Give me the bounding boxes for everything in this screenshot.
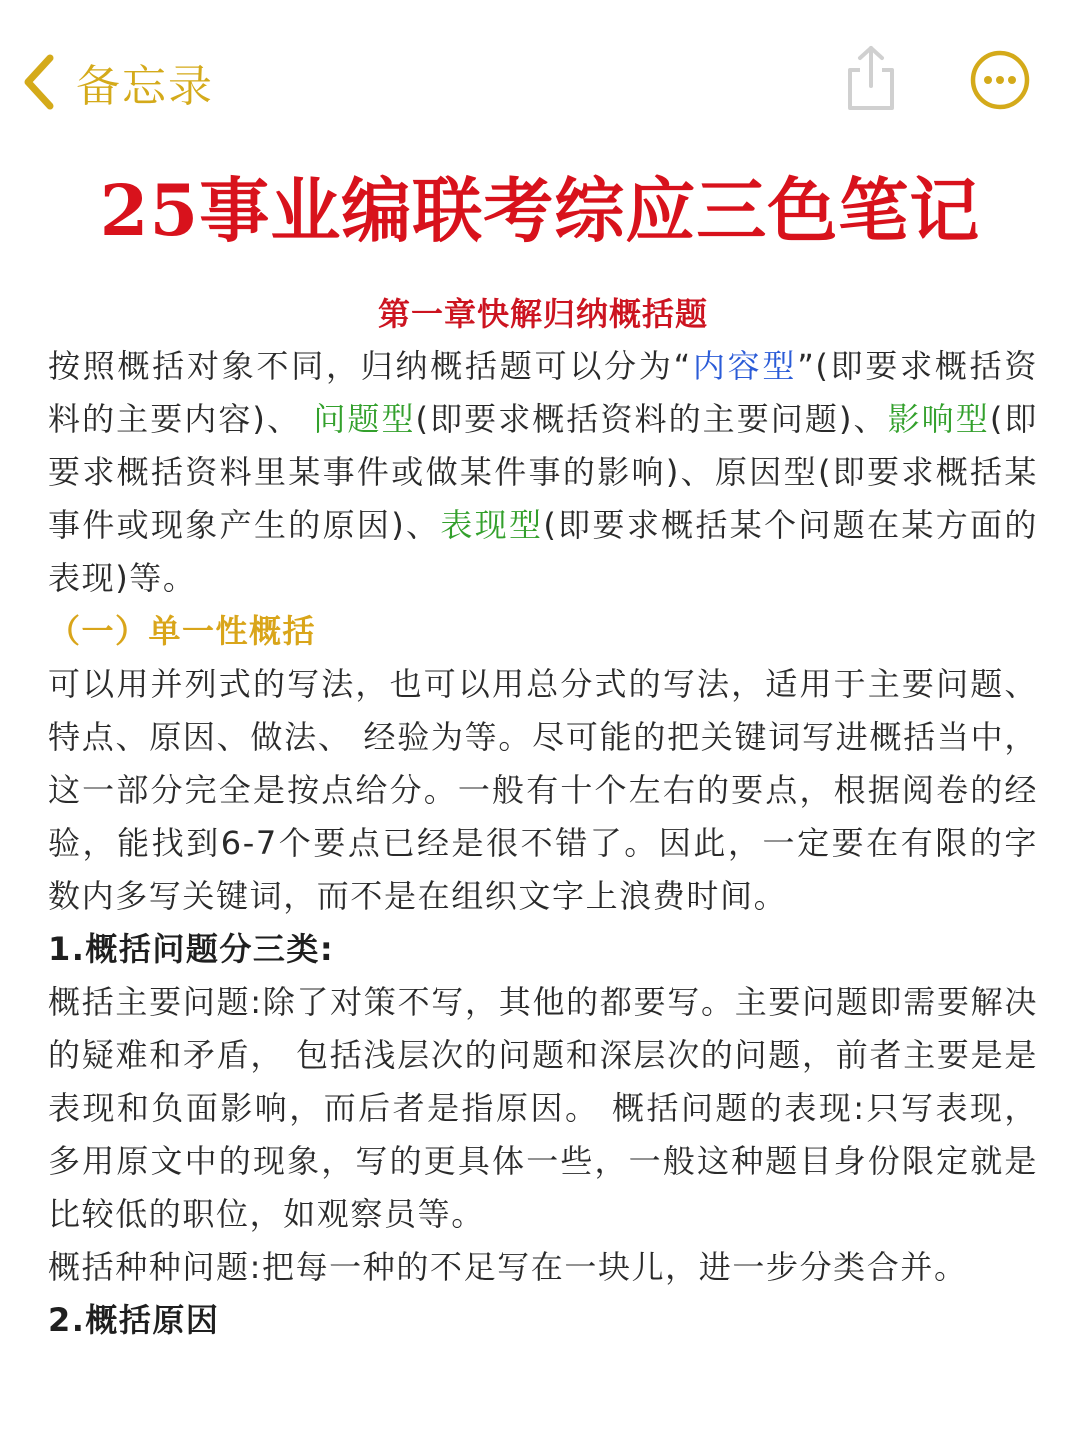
content-type-highlight: 内容型: [691, 347, 798, 385]
intro-text-5: (即要求概括某个问题在某方面的表现)等。: [48, 506, 1038, 597]
heading-problem-types: 1.概括问题分三类:: [48, 930, 335, 968]
back-label: 备忘录: [76, 61, 214, 112]
back-button[interactable]: [22, 52, 214, 112]
intro-text-1: 按照概括对象不同，归纳概括题可以分为“: [48, 347, 692, 385]
intro-text-4: (即要求概括资料里某事件或做某件事的影响)、原因型(即要求概括某事件或现象产生的原因)、: [48, 400, 1038, 544]
note-body[interactable]: [48, 288, 1038, 1347]
share-button[interactable]: [842, 44, 900, 112]
intro-text-3: (即要求概括资料的主要问题)、: [415, 400, 888, 438]
section-title-single-summary: （一）单一性概括: [48, 612, 317, 650]
chevron-left-icon: [22, 54, 56, 110]
intro-text-2: ”(即要求概括资料的主要内容)、: [48, 347, 1038, 438]
chapter-title: 第一章快解归纳概括题: [377, 295, 708, 333]
paragraph-main-problems: 概括主要问题:除了对策不写，其他的都要写。主要问题即需要解决的疑难和矛盾， 包括浅层次的问题和深层次的问题，前者主要是是表现和负面影响，而后者是指原因。 概括问题的表现:只写表现，多用原文中的现象，写的更具体一些，一般这种题目身份限定就是比较低的职位，如观察员等。: [48, 983, 1038, 1233]
more-icon: [970, 50, 1030, 110]
performance-type-highlight: 表现型: [440, 506, 544, 544]
note-title: 25事业编联考综应三色笔记: [99, 169, 981, 252]
influence-type-highlight: 影响型: [887, 400, 990, 438]
paragraph-various-problems: 概括种种问题:把每一种的不足写在一块儿，进一步分类合并。: [48, 1248, 968, 1286]
problem-type-highlight: 问题型: [313, 400, 416, 438]
navigation-bar: [0, 0, 1080, 150]
share-icon: [842, 44, 900, 112]
heading-causes: 2.概括原因: [48, 1301, 220, 1339]
section-body-single-summary: 可以用并列式的写法，也可以用总分式的写法，适用于主要问题、特点、原因、做法、 经验为等。尽可能的把关键词写进概括当中，这一部分完全是按点给分。一般有十个左右的要点，根据阅卷的经验，能找到6-7个要点已经是很不错了。因此，一定要在有限的字数内多写关键词，而不是在组织文字上浪费时间。: [48, 665, 1038, 915]
more-button[interactable]: [970, 50, 1030, 110]
intro-paragraph: [48, 340, 1038, 605]
